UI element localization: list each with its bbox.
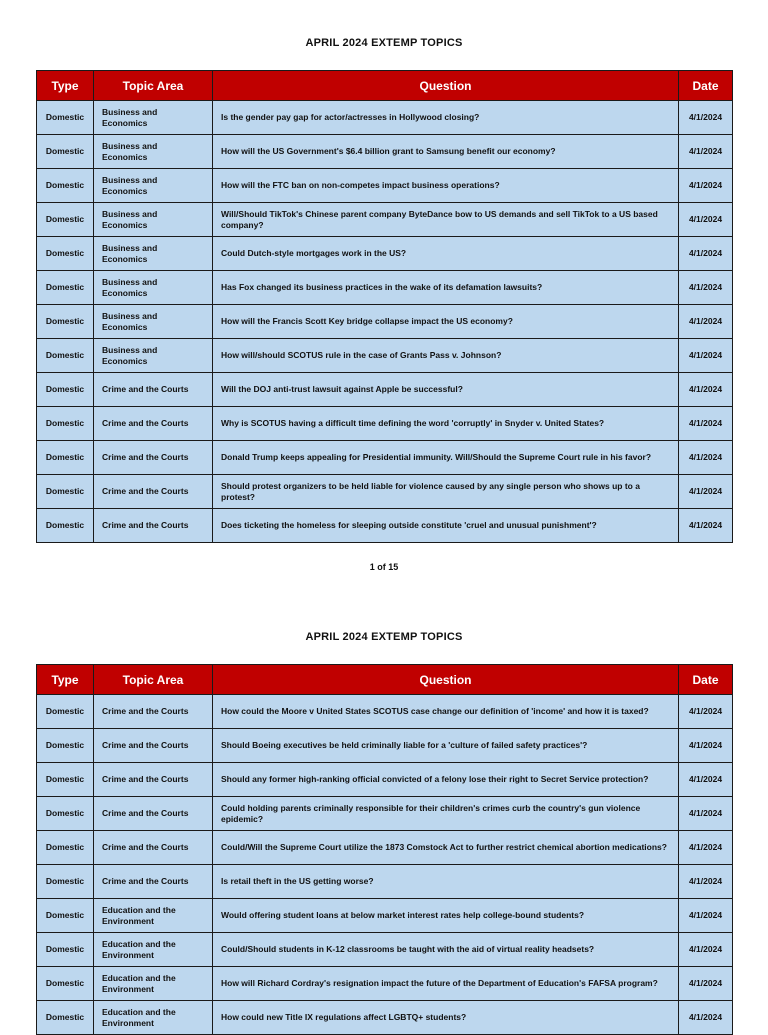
cell-topic-area: Business and Economics xyxy=(94,271,213,305)
cell-question: Could holding parents criminally responsible for their children's crimes curb the country's gun violence epidemic? xyxy=(213,797,679,831)
table-row xyxy=(37,933,733,967)
cell-topic-area: Crime and the Courts xyxy=(94,797,213,831)
table-row xyxy=(37,865,733,899)
cell-topic-area: Education and the Environment xyxy=(94,933,213,967)
cell-question: Why is SCOTUS having a difficult time defining the word 'corruptly' in Snyder v. United States? xyxy=(213,407,679,441)
cell-topic-area: Crime and the Courts xyxy=(94,763,213,797)
cell-question: Is the gender pay gap for actor/actresses in Hollywood closing? xyxy=(213,101,679,135)
cell-question: How will/should SCOTUS rule in the case of Grants Pass v. Johnson? xyxy=(213,339,679,373)
cell-date: 4/1/2024 xyxy=(679,339,733,373)
table-row xyxy=(37,203,733,237)
table-row xyxy=(37,695,733,729)
cell-type: Domestic xyxy=(37,475,94,509)
header-date: Date xyxy=(679,71,733,101)
cell-type: Domestic xyxy=(37,101,94,135)
cell-type: Domestic xyxy=(37,305,94,339)
table-header-row xyxy=(37,665,733,695)
cell-question: Donald Trump keeps appealing for Presidential immunity. Will/Should the Supreme Court rule in his favor? xyxy=(213,441,679,475)
table-row xyxy=(37,797,733,831)
cell-topic-area: Business and Economics xyxy=(94,169,213,203)
cell-question: How could new Title IX regulations affect LGBTQ+ students? xyxy=(213,1001,679,1035)
cell-date: 4/1/2024 xyxy=(679,695,733,729)
cell-type: Domestic xyxy=(37,135,94,169)
cell-date: 4/1/2024 xyxy=(679,441,733,475)
cell-type: Domestic xyxy=(37,271,94,305)
topics-table-page-1 xyxy=(36,70,733,543)
cell-date: 4/1/2024 xyxy=(679,305,733,339)
cell-question: Does ticketing the homeless for sleeping outside constitute 'cruel and unusual punishment'? xyxy=(213,509,679,543)
cell-date: 4/1/2024 xyxy=(679,407,733,441)
cell-question: Would offering student loans at below market interest rates help college-bound students? xyxy=(213,899,679,933)
cell-type: Domestic xyxy=(37,933,94,967)
header-question: Question xyxy=(213,665,679,695)
cell-date: 4/1/2024 xyxy=(679,933,733,967)
cell-type: Domestic xyxy=(37,1001,94,1035)
cell-type: Domestic xyxy=(37,407,94,441)
cell-date: 4/1/2024 xyxy=(679,509,733,543)
cell-topic-area: Business and Economics xyxy=(94,101,213,135)
cell-type: Domestic xyxy=(37,865,94,899)
cell-topic-area: Business and Economics xyxy=(94,305,213,339)
cell-date: 4/1/2024 xyxy=(679,101,733,135)
cell-date: 4/1/2024 xyxy=(679,237,733,271)
table-row xyxy=(37,101,733,135)
cell-date: 4/1/2024 xyxy=(679,729,733,763)
cell-date: 4/1/2024 xyxy=(679,763,733,797)
cell-question: How will Richard Cordray's resignation impact the future of the Department of Education's FAFSA program? xyxy=(213,967,679,1001)
page-1-title: APRIL 2024 EXTEMP TOPICS xyxy=(305,37,463,49)
cell-date: 4/1/2024 xyxy=(679,271,733,305)
table-row xyxy=(37,135,733,169)
header-type: Type xyxy=(37,665,94,695)
cell-question: Could/Should students in K-12 classrooms be taught with the aid of virtual reality headsets? xyxy=(213,933,679,967)
cell-type: Domestic xyxy=(37,729,94,763)
table-row xyxy=(37,967,733,1001)
cell-date: 4/1/2024 xyxy=(679,475,733,509)
cell-topic-area: Crime and the Courts xyxy=(94,695,213,729)
table-row xyxy=(37,899,733,933)
cell-date: 4/1/2024 xyxy=(679,967,733,1001)
table-row xyxy=(37,441,733,475)
cell-type: Domestic xyxy=(37,237,94,271)
cell-topic-area: Crime and the Courts xyxy=(94,865,213,899)
cell-date: 4/1/2024 xyxy=(679,899,733,933)
table-row xyxy=(37,237,733,271)
cell-topic-area: Crime and the Courts xyxy=(94,831,213,865)
cell-type: Domestic xyxy=(37,831,94,865)
cell-topic-area: Crime and the Courts xyxy=(94,509,213,543)
topics-table-page-2 xyxy=(36,664,733,1035)
table-row xyxy=(37,475,733,509)
cell-question: Could Dutch-style mortgages work in the US? xyxy=(213,237,679,271)
table-row xyxy=(37,169,733,203)
cell-date: 4/1/2024 xyxy=(679,797,733,831)
cell-question: Should Boeing executives be held criminally liable for a 'culture of failed safety practices'? xyxy=(213,729,679,763)
cell-type: Domestic xyxy=(37,763,94,797)
table-row xyxy=(37,407,733,441)
cell-date: 4/1/2024 xyxy=(679,1001,733,1035)
table-row xyxy=(37,305,733,339)
cell-date: 4/1/2024 xyxy=(679,831,733,865)
table-row xyxy=(37,509,733,543)
header-topic-area: Topic Area xyxy=(94,71,213,101)
cell-date: 4/1/2024 xyxy=(679,865,733,899)
table-row xyxy=(37,831,733,865)
table-row xyxy=(37,373,733,407)
cell-topic-area: Crime and the Courts xyxy=(94,475,213,509)
cell-question: Has Fox changed its business practices in the wake of its defamation lawsuits? xyxy=(213,271,679,305)
cell-topic-area: Education and the Environment xyxy=(94,899,213,933)
cell-type: Domestic xyxy=(37,967,94,1001)
cell-topic-area: Business and Economics xyxy=(94,135,213,169)
table-row xyxy=(37,271,733,305)
cell-type: Domestic xyxy=(37,373,94,407)
cell-question: Will/Should TikTok's Chinese parent company ByteDance bow to US demands and sell TikTok to a US based company? xyxy=(213,203,679,237)
table-header-row xyxy=(37,71,733,101)
table-row xyxy=(37,339,733,373)
cell-question: Is retail theft in the US getting worse? xyxy=(213,865,679,899)
cell-topic-area: Education and the Environment xyxy=(94,1001,213,1035)
cell-topic-area: Crime and the Courts xyxy=(94,407,213,441)
cell-type: Domestic xyxy=(37,695,94,729)
cell-question: Will the DOJ anti-trust lawsuit against Apple be successful? xyxy=(213,373,679,407)
cell-date: 4/1/2024 xyxy=(679,373,733,407)
cell-topic-area: Crime and the Courts xyxy=(94,729,213,763)
page-number: 1 of 15 xyxy=(369,562,399,572)
header-date: Date xyxy=(679,665,733,695)
cell-topic-area: Business and Economics xyxy=(94,237,213,271)
cell-topic-area: Business and Economics xyxy=(94,339,213,373)
cell-question: How will the FTC ban on non-competes impact business operations? xyxy=(213,169,679,203)
cell-question: Could/Will the Supreme Court utilize the 1873 Comstock Act to further restrict chemical abortion medications? xyxy=(213,831,679,865)
cell-type: Domestic xyxy=(37,339,94,373)
cell-topic-area: Education and the Environment xyxy=(94,967,213,1001)
cell-question: How will the Francis Scott Key bridge collapse impact the US economy? xyxy=(213,305,679,339)
cell-topic-area: Crime and the Courts xyxy=(94,373,213,407)
cell-question: How will the US Government's $6.4 billion grant to Samsung benefit our economy? xyxy=(213,135,679,169)
header-type: Type xyxy=(37,71,94,101)
header-question: Question xyxy=(213,71,679,101)
page-2-title: APRIL 2024 EXTEMP TOPICS xyxy=(305,631,463,643)
cell-question: Should protest organizers to be held liable for violence caused by any single person who shows up to a protest? xyxy=(213,475,679,509)
cell-type: Domestic xyxy=(37,509,94,543)
header-topic-area: Topic Area xyxy=(94,665,213,695)
cell-date: 4/1/2024 xyxy=(679,169,733,203)
table-row xyxy=(37,1001,733,1035)
cell-topic-area: Crime and the Courts xyxy=(94,441,213,475)
cell-type: Domestic xyxy=(37,203,94,237)
cell-type: Domestic xyxy=(37,441,94,475)
cell-question: How could the Moore v United States SCOTUS case change our definition of 'income' and how it is taxed? xyxy=(213,695,679,729)
cell-type: Domestic xyxy=(37,797,94,831)
table-row xyxy=(37,729,733,763)
cell-topic-area: Business and Economics xyxy=(94,203,213,237)
cell-date: 4/1/2024 xyxy=(679,203,733,237)
cell-date: 4/1/2024 xyxy=(679,135,733,169)
table-row xyxy=(37,763,733,797)
cell-type: Domestic xyxy=(37,169,94,203)
cell-question: Should any former high-ranking official convicted of a felony lose their right to Secret Service protection? xyxy=(213,763,679,797)
cell-type: Domestic xyxy=(37,899,94,933)
